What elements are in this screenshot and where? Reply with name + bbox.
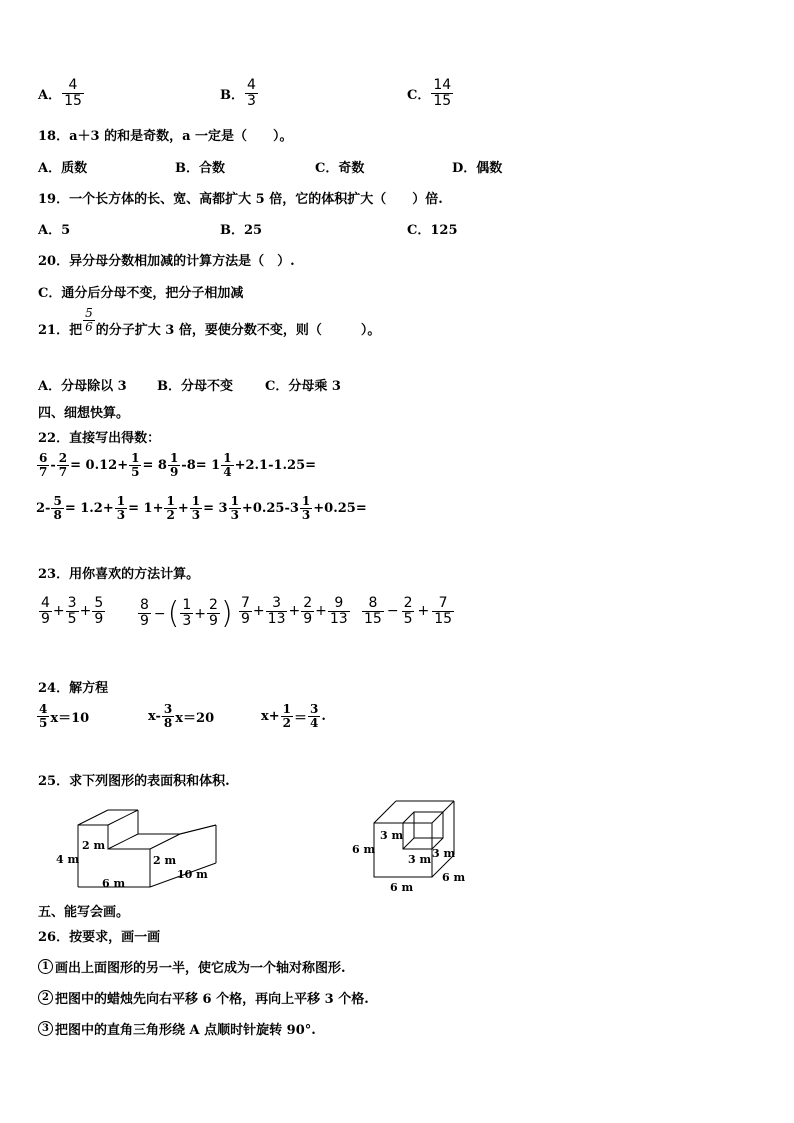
- circled-number-2: 2: [38, 990, 53, 1005]
- fig2-label-height: 6 m: [352, 843, 376, 856]
- q23-stem: 23．用你喜欢的方法计算。: [38, 567, 200, 582]
- q19-option-a: A．5: [38, 223, 71, 238]
- fig1-label-width: 6 m: [102, 877, 126, 890]
- q26-item-2: 2 把图中的蜡烛先向右平移 6 个格，再向上平移 3 个格.: [38, 988, 369, 1007]
- section-5-title: 五、能写会画。: [38, 905, 130, 920]
- fig2-label-notch-depth: 3 m: [432, 847, 456, 860]
- q19-option-c: C．125: [407, 223, 458, 238]
- fig2-label-notch-width: 3 m: [408, 853, 432, 866]
- q18-option-b: B．合数: [175, 161, 225, 176]
- q22-stem: 22．直接写出得数：: [38, 431, 161, 446]
- fig2-label-width: 6 m: [390, 881, 414, 894]
- q21-option-a: A．分母除以 3: [38, 379, 127, 394]
- q17-option-c: C． $\frac{14}{15}$: [407, 77, 452, 109]
- q18-stem: 18．a＋3 的和是奇数，a 一定是（ ）。: [38, 129, 293, 144]
- fig2-label-depth: 6 m: [442, 871, 466, 884]
- q20-stem: 20．异分母分数相加减的计算方法是（ ）.: [38, 254, 295, 269]
- circled-number-1: 1: [38, 959, 53, 974]
- q24-eq-3: x+ $\frac{1}{2}$ ＝ $\frac{3}{4}$ .: [261, 702, 326, 730]
- q23-expr-3: $\frac{7}{9}$ + $\frac{3}{13}$ + $\frac{2}{9}$ + $\frac{9}{13}$: [241, 595, 348, 627]
- q25-figure-2: [350, 795, 470, 895]
- q23-expr-4: $\frac{8}{15}$ − $\frac{2}{5}$ + $\frac{7}{15}$: [364, 595, 453, 627]
- q23-expr-2: $\frac{8}{9}$ − ( $\frac{1}{3}$ + $\frac{2}{9}$ ): [140, 596, 233, 631]
- q19-stem: 19．一个长方体的长、宽、高都扩大 5 倍，它的体积扩大（ ）倍.: [38, 192, 443, 207]
- q26-stem: 26．按要求，画一画: [38, 930, 161, 945]
- q18-option-a: A．质数: [38, 161, 88, 176]
- q18-option-c: C．奇数: [315, 161, 365, 176]
- q17-option-b: B． $\frac{4}{3}$: [220, 77, 256, 109]
- q19-option-b: B．25: [220, 223, 263, 238]
- fig1-label-height: 4 m: [56, 853, 80, 866]
- q23-expr-1: $\frac{4}{9}$ + $\frac{3}{5}$ + $\frac{5}{9}$: [41, 595, 104, 627]
- section-4-title: 四、细想快算。: [38, 406, 130, 421]
- q21-option-b: B．分母不变: [157, 379, 233, 394]
- fig1-label-step-depth: 2 m: [153, 854, 177, 867]
- fig1-label-step-height: 2 m: [82, 839, 106, 852]
- q24-stem: 24．解方程: [38, 681, 109, 696]
- q21-option-c: C．分母乘 3: [265, 379, 341, 394]
- q17-option-a: A． $\frac{4}{15}$: [38, 77, 82, 109]
- q22-row-1: $\frac{6}{7}$ - $\frac{2}{7}$ = 0.12+ $\frac{1}{5}$ = 8 $\frac{1}{9}$ -8= 1 $\frac{1}{4}$ +2.1-1.25=: [39, 451, 317, 479]
- q26-item-1: 1 画出上面图形的另一半，使它成为一个轴对称图形.: [38, 957, 346, 976]
- q25-figure-1: [50, 793, 230, 893]
- circled-number-3: 3: [38, 1021, 53, 1036]
- q26-item-3: 3 把图中的直角三角形绕 A 点顺时针旋转 90°.: [38, 1019, 316, 1038]
- q18-option-d: D．偶数: [452, 161, 503, 176]
- q22-row-2: 2- $\frac{5}{8}$ = 1.2+ $\frac{1}{3}$ = 1+ $\frac{1}{2}$ + $\frac{1}{3}$ = 3 $\frac{1}{3}$ +0.25-3 $\frac{1}{3}$ +0.25=: [36, 494, 367, 522]
- q24-eq-2: x- $\frac{3}{8}$ x＝20: [148, 702, 215, 730]
- q25-stem: 25．求下列图形的表面积和体积.: [38, 774, 230, 789]
- fig2-label-notch-height: 3 m: [380, 829, 404, 842]
- q21-stem: 21．把 $\frac{5}{6}$ 的分子扩大 3 倍，要使分数不变，则（ ）。: [38, 306, 381, 338]
- q20-option-ab: C．通分后分母不变，把分子相加减: [38, 286, 244, 301]
- q24-eq-1: $\frac{4}{5}$ x＝10: [39, 702, 90, 730]
- fig1-label-length: 10 m: [177, 868, 208, 881]
